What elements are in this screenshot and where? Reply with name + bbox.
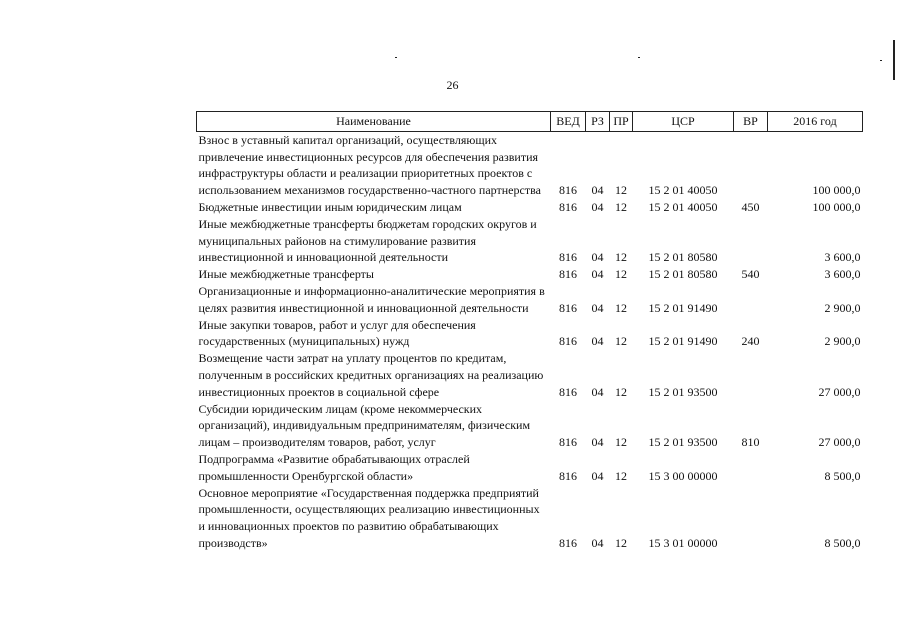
row-rz: 04	[591, 535, 604, 550]
row-pr: 12	[615, 183, 627, 198]
row-rz: 04	[591, 267, 604, 282]
row-ved: 816	[559, 250, 577, 265]
row-name: Взнос в уставный капитал организаций, осуществляющих привлечение инвестиционных ресурсов для обеспечения развития инфраструктуры области и реализации приоритетных проектов с использованием механизмов государственно-частного партнерства	[198, 132, 541, 198]
row-name: Иные межбюджетные трансферты	[198, 267, 374, 282]
header-name: Наименование	[197, 112, 551, 132]
row-amount: 2 900,0	[824, 334, 861, 349]
row-name: Иные межбюджетные трансферты бюджетам городских округов и муниципальных районов на стимулирование развития инвестиционной и инновационной деятельности	[198, 216, 537, 265]
row-amount: 8 500,0	[824, 535, 861, 550]
row-name: Иные закупки товаров, работ и услуг для обеспечения государственных (муниципальных) нужд	[198, 317, 476, 349]
row-rz: 04	[591, 183, 604, 198]
row-pr: 12	[615, 334, 627, 349]
row-vr: 450	[741, 199, 760, 214]
row-vr	[734, 131, 768, 199]
row-rz: 04	[591, 435, 604, 450]
table-row	[197, 131, 863, 199]
row-csr: 15 2 01 93500	[648, 435, 718, 450]
row-csr: 15 2 01 91490	[648, 300, 718, 315]
header-rz: РЗ	[586, 112, 610, 132]
row-csr: 15 2 01 40050	[648, 199, 718, 214]
row-csr: 15 3 00 00000	[648, 468, 718, 483]
row-vr	[734, 350, 768, 400]
scan-speck	[638, 57, 640, 58]
header-vr: ВР	[734, 112, 768, 132]
row-ved: 816	[559, 183, 577, 198]
row-ved: 816	[559, 535, 577, 550]
row-rz: 04	[591, 300, 604, 315]
row-ved: 816	[559, 334, 577, 349]
row-ved: 816	[559, 300, 577, 315]
row-rz: 04	[591, 468, 604, 483]
row-pr: 12	[615, 250, 627, 265]
row-pr: 12	[615, 435, 627, 450]
row-rz: 04	[591, 334, 604, 349]
scan-edge-mark	[893, 40, 895, 80]
row-pr: 12	[615, 468, 627, 483]
row-vr	[734, 283, 768, 317]
header-year: 2016 год	[768, 112, 863, 132]
row-ved: 816	[559, 468, 577, 483]
row-csr: 15 2 01 40050	[648, 183, 718, 198]
table-row	[197, 451, 863, 485]
row-vr: 540	[741, 267, 760, 282]
row-vr	[734, 485, 768, 552]
row-pr: 12	[615, 384, 627, 399]
table-row	[197, 350, 863, 400]
row-pr: 12	[615, 199, 627, 214]
page-number: 26	[446, 78, 459, 92]
row-ved: 816	[559, 384, 577, 399]
row-csr: 15 3 01 00000	[648, 535, 718, 550]
row-name: Бюджетные инвестиции иным юридическим лицам	[198, 199, 462, 214]
row-amount: 100 000,0	[812, 199, 861, 214]
table-row	[197, 317, 863, 351]
row-ved: 816	[559, 199, 577, 214]
row-amount: 8 500,0	[824, 468, 861, 483]
row-amount: 27 000,0	[818, 435, 861, 450]
row-name: Подпрограмма «Развитие обрабатывающих отраслей промышленности Оренбургской области»	[198, 451, 470, 483]
row-vr: 240	[741, 334, 760, 349]
row-amount: 3 600,0	[824, 267, 861, 282]
row-pr: 12	[615, 267, 627, 282]
row-name: Субсидии юридическим лицам (кроме некоммерческих организаций), индивидуальным предпринимателям, физическим лицам – производителям товаров, работ, услуг	[198, 401, 531, 450]
row-csr: 15 2 01 93500	[648, 384, 718, 399]
row-vr	[734, 216, 768, 266]
row-amount: 3 600,0	[824, 250, 861, 265]
row-ved: 816	[559, 435, 577, 450]
row-csr: 15 2 01 91490	[648, 334, 718, 349]
table-row	[197, 485, 863, 552]
header-pr: ПР	[610, 112, 633, 132]
row-amount: 2 900,0	[824, 300, 861, 315]
table-row	[197, 401, 863, 451]
table-header-row	[197, 112, 863, 132]
header-ved: ВЕД	[551, 112, 586, 132]
row-pr: 12	[615, 535, 627, 550]
row-name: Организационные и информационно-аналитические мероприятия в целях развития инвестиционной и инновационной деятельности	[198, 283, 545, 315]
row-vr: 810	[741, 435, 760, 450]
row-csr: 15 2 01 80580	[648, 267, 718, 282]
row-rz: 04	[591, 250, 604, 265]
row-amount: 27 000,0	[818, 384, 861, 399]
table-row	[197, 216, 863, 266]
table-row	[197, 199, 863, 216]
scan-speck	[880, 60, 882, 61]
row-name: Основное мероприятие «Государственная поддержка предприятий промышленности, осуществляющих реализацию инвестиционных и инновационных проектов по развитию обрабатывающих производств»	[198, 485, 540, 550]
row-vr	[734, 451, 768, 485]
row-amount: 100 000,0	[812, 183, 861, 198]
row-pr: 12	[615, 300, 627, 315]
header-csr: ЦСР	[633, 112, 734, 132]
table-row	[197, 266, 863, 283]
row-name: Возмещение части затрат на уплату процентов по кредитам, полученным в российских кредитных организациях на реализацию инвестиционных проектов в социальной сфере	[198, 351, 544, 399]
budget-table	[196, 111, 863, 552]
row-rz: 04	[591, 199, 604, 214]
table-row	[197, 283, 863, 317]
scan-speck	[395, 57, 397, 58]
row-ved: 816	[559, 267, 577, 282]
row-rz: 04	[591, 384, 604, 399]
row-csr: 15 2 01 80580	[648, 250, 718, 265]
